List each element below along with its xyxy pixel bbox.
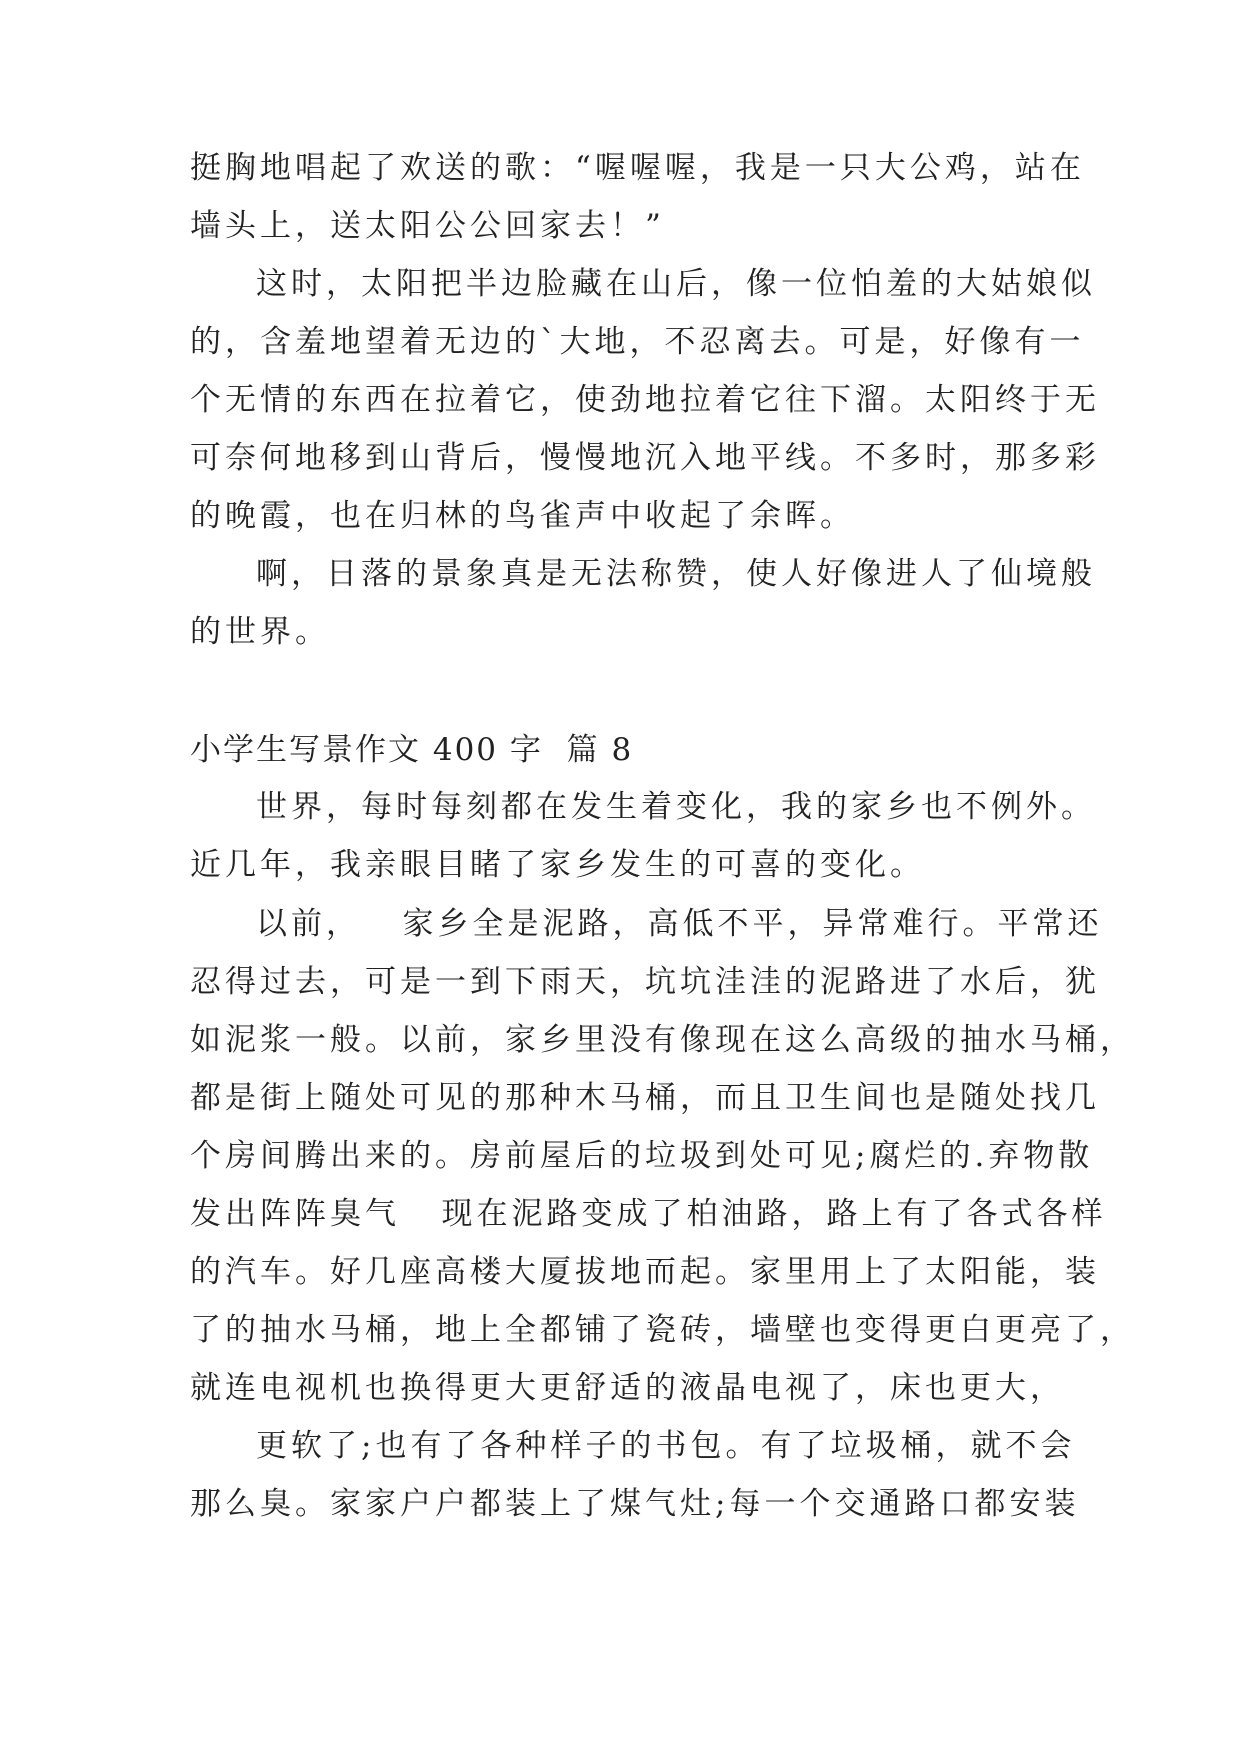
- text-line: 如泥浆一般。以前，家乡里没有像现在这么高级的抽水马桶，: [190, 1022, 1135, 1058]
- text-line: 的晚霞，也在归林的鸟雀声中收起了余晖。: [190, 498, 855, 534]
- text-line: 可奈何地移到山背后，慢慢地沉入地平线。不多时，那多彩: [190, 440, 1100, 476]
- paragraph-start-line: 更软了;也有了各种样子的书包。有了垃圾桶，就不会: [256, 1428, 1076, 1464]
- text-line: 的世界。: [190, 614, 330, 650]
- text-line: 的汽车。好几座高楼大厦拔地而起。家里用上了太阳能，装: [190, 1254, 1100, 1290]
- text-line: 的，含羞地望着无边的`大地，不忍离去。可是，好像有一: [190, 324, 1085, 360]
- text-line: 个房间腾出来的。房前屋后的垃圾到处可见;腐烂的.弃物散: [190, 1138, 1094, 1174]
- text-line: 就连电视机也换得更大更舒适的液晶电视了，床也更大，: [190, 1370, 1065, 1406]
- text-line: 那么臭。家家户户都装上了煤气灶;每一个交通路口都安装: [190, 1486, 1080, 1522]
- text-line: 墙头上，送太阳公公回家去！”: [190, 208, 665, 244]
- paragraph-start-line: 世界，每时每刻都在发生着变化，我的家乡也不例外。: [256, 789, 1096, 825]
- text-line: 发出阵阵臭气 现在泥路变成了柏油路，路上有了各式各样: [190, 1196, 1107, 1232]
- paragraph-start-line: 啊，日落的景象真是无法称赞，使人好像进人了仙境般: [256, 556, 1096, 592]
- text-line: 挺胸地唱起了欢送的歌：“喔喔喔，我是一只大公鸡，站在: [190, 150, 1085, 186]
- text-line: 个无情的东西在拉着它，使劲地拉着它往下溜。太阳终于无: [190, 382, 1100, 418]
- text-line: 了的抽水马桶，地上全都铺了瓷砖，墙壁也变得更白更亮了，: [190, 1312, 1135, 1348]
- text-line: 都是街上随处可见的那种木马桶，而且卫生间也是随处找几: [190, 1080, 1100, 1116]
- paragraph-start-line: 以前， 家乡全是泥路，高低不平，异常难行。平常还: [256, 906, 1103, 942]
- paragraph-start-line: 这时，太阳把半边脸藏在山后，像一位怕羞的大姑娘似: [256, 266, 1096, 302]
- text-line: 忍得过去，可是一到下雨天，坑坑洼洼的泥路进了水后，犹: [190, 964, 1100, 1000]
- text-line: 近几年，我亲眼目睹了家乡发生的可喜的变化。: [190, 847, 925, 883]
- section-heading: 小学生写景作文 400 字 篇 8: [190, 732, 634, 768]
